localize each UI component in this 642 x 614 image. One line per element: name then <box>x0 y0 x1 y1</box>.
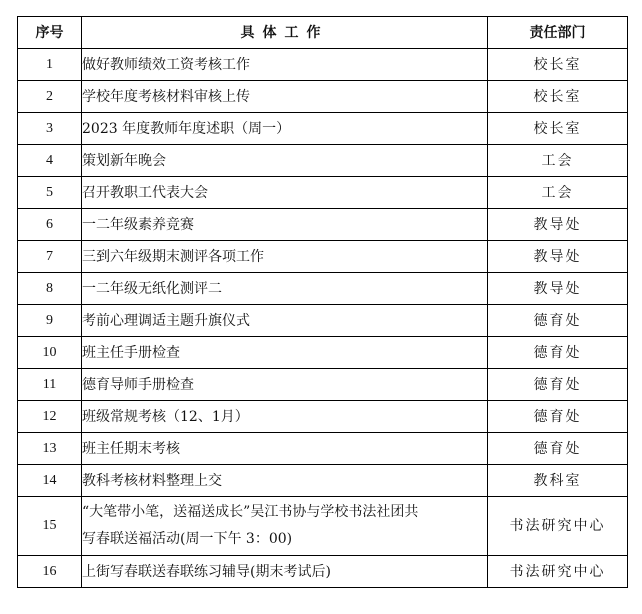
table-row <box>18 145 628 177</box>
row-dept: 书法研究中心 <box>488 497 628 556</box>
table-row <box>18 465 628 497</box>
table-row <box>18 273 628 305</box>
row-dept: 校长室 <box>488 81 628 113</box>
table-row <box>18 369 628 401</box>
row-dept: 教科室 <box>488 465 628 497</box>
row-task: 三到六年级期末测评各项工作 <box>82 241 488 273</box>
row-num: 8 <box>18 273 82 305</box>
row-task: 班主任期末考核 <box>82 433 488 465</box>
table-row <box>18 433 628 465</box>
row-num: 10 <box>18 337 82 369</box>
row-num: 11 <box>18 369 82 401</box>
row-dept: 德育处 <box>488 369 628 401</box>
row-num: 9 <box>18 305 82 337</box>
row-num: 16 <box>18 556 82 588</box>
row-task: 教科考核材料整理上交 <box>82 465 488 497</box>
table-row <box>18 556 628 588</box>
row-task: 班级常规考核（12、1月） <box>82 401 488 433</box>
row-task: 一二年级无纸化测评二 <box>82 273 488 305</box>
row-task: 班主任手册检查 <box>82 337 488 369</box>
row-dept: 德育处 <box>488 433 628 465</box>
row-dept: 德育处 <box>488 337 628 369</box>
table-row <box>18 177 628 209</box>
row-task: 做好教师绩效工资考核工作 <box>82 49 488 81</box>
row-num: 6 <box>18 209 82 241</box>
table-row <box>18 337 628 369</box>
row-num: 4 <box>18 145 82 177</box>
row-task: 学校年度考核材料审核上传 <box>82 81 488 113</box>
row-task: 召开教职工代表大会 <box>82 177 488 209</box>
table-row <box>18 401 628 433</box>
header-work: 具体工作 <box>82 17 488 49</box>
row-task: 德育导师手册检查 <box>82 369 488 401</box>
row-dept: 德育处 <box>488 305 628 337</box>
row-dept: 教导处 <box>488 209 628 241</box>
row-dept: 工会 <box>488 177 628 209</box>
row-task: 2023 年度教师年度述职（周一） <box>82 113 488 145</box>
row-task-line-1: “大笔带小笔，送福送成长”吴江书协与学校书法社团共 <box>82 504 419 520</box>
row-num: 1 <box>18 49 82 81</box>
row-dept: 德育处 <box>488 401 628 433</box>
row-task: 上街写春联送春联练习辅导(期末考试后) <box>82 556 488 588</box>
row-task-line-2: 写春联送福活动(周一下午 3：00) <box>82 531 293 547</box>
row-dept: 教导处 <box>488 273 628 305</box>
row-num: 12 <box>18 401 82 433</box>
row-num: 7 <box>18 241 82 273</box>
table-row <box>18 81 628 113</box>
row-dept: 工会 <box>488 145 628 177</box>
table-row <box>18 241 628 273</box>
header-num: 序号 <box>18 17 82 49</box>
table-row <box>18 209 628 241</box>
table-row <box>18 497 628 556</box>
header-dept: 责任部门 <box>488 17 628 49</box>
row-num: 15 <box>18 497 82 556</box>
table-row <box>18 305 628 337</box>
row-dept: 教导处 <box>488 241 628 273</box>
work-schedule-table <box>17 16 628 588</box>
row-task: 一二年级素养竞赛 <box>82 209 488 241</box>
row-task: 策划新年晚会 <box>82 145 488 177</box>
table-row <box>18 49 628 81</box>
row-dept: 书法研究中心 <box>488 556 628 588</box>
row-dept: 校长室 <box>488 113 628 145</box>
row-num: 14 <box>18 465 82 497</box>
row-task <box>82 497 488 556</box>
row-task: 考前心理调适主题升旗仪式 <box>82 305 488 337</box>
row-num: 3 <box>18 113 82 145</box>
row-num: 2 <box>18 81 82 113</box>
header-row <box>18 17 628 49</box>
row-dept: 校长室 <box>488 49 628 81</box>
row-num: 5 <box>18 177 82 209</box>
table-row <box>18 113 628 145</box>
row-num: 13 <box>18 433 82 465</box>
